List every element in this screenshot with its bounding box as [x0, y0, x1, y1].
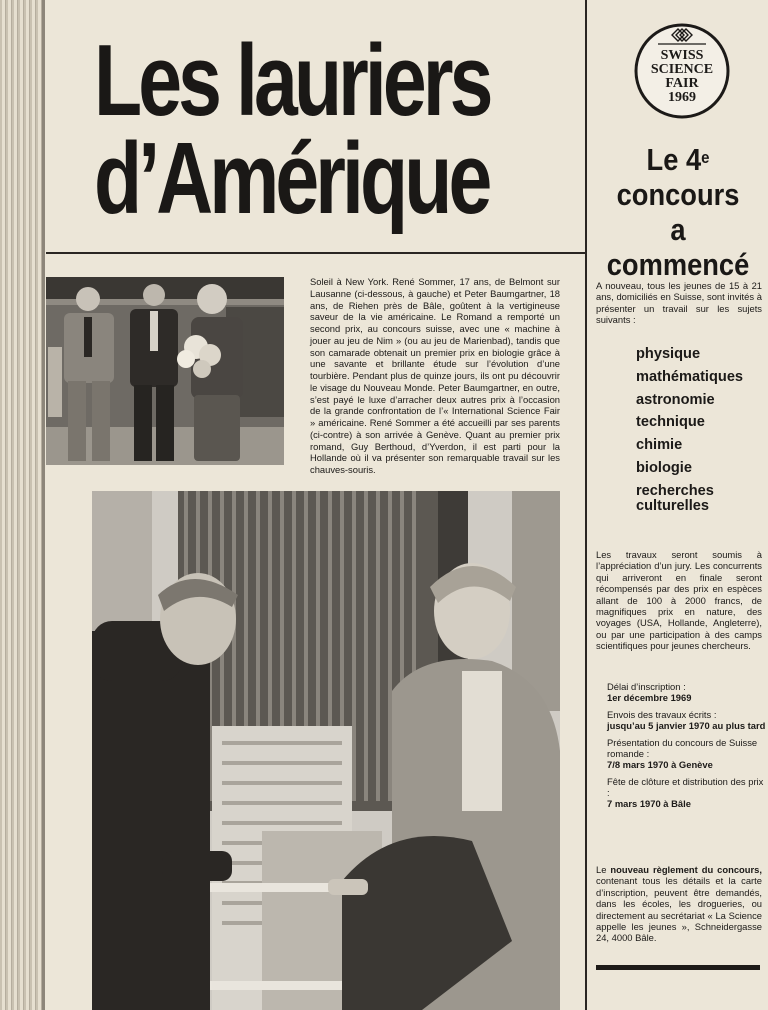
rules-bold: nouveau règlement du concours,	[610, 864, 762, 875]
dates-block	[607, 681, 768, 815]
date-item	[607, 709, 768, 731]
page-edge	[42, 0, 45, 1010]
headline-rule	[46, 252, 586, 254]
badge-year: 1969	[668, 90, 696, 105]
date-label: Envois des travaux écrits :	[607, 709, 717, 720]
sidebar-title-line-3: a commencé	[606, 212, 750, 282]
column-divider	[585, 0, 587, 1010]
jury-paragraph: Les travaux seront soumis à l’appréciation d’un jury. Les concurrents qui arriveront en finale seront récompensés par des prix en espèces allant de 100 à 2000 francs, de magnifiques prix en nature, des voyages (USA, Hollande, Angleterre), ou par une participation à des camps scientifiques pour jeunes chercheurs.	[596, 549, 762, 652]
date-label: Présentation du concours de Suisse romande :	[607, 737, 758, 759]
title-line-2: d’Amérique	[94, 123, 489, 235]
badge-line-3: FAIR	[665, 76, 699, 91]
rules-rest: contenant tous les détails et la carte d’inscription, peuvent être demandés, dans les écoles, les drogueries, ou directement au secrétariat « La Science appelle les jeunes », Schneidergasse 24, 4000 Bâle.	[596, 875, 762, 944]
rules-paragraph	[596, 864, 762, 944]
subject-item: biologie	[636, 459, 692, 476]
subject-item: mathématiques	[636, 368, 744, 385]
date-value: 7 mars 1970 à Bâle	[607, 798, 691, 809]
subject-list	[636, 347, 768, 522]
date-item	[607, 681, 768, 703]
badge-line-2: SCIENCE	[650, 62, 714, 77]
date-label: Délai d’inscription :	[607, 681, 686, 692]
subject-item: chimie	[636, 437, 683, 454]
subject-item: technique	[636, 414, 705, 431]
sidebar-title	[599, 142, 757, 282]
subject-item: astronomie	[636, 391, 715, 408]
swiss-science-fair-logo	[632, 22, 732, 120]
date-item	[607, 737, 768, 770]
badge-line-1: SWISS	[660, 48, 704, 63]
photo-laureates-new-york	[92, 491, 560, 1010]
intro-paragraph: Soleil à New York. René Sommer, 17 ans, de Belmont sur Lausanne (ci-dessous, à gauche) et Peter Baumgartner, 18 ans, de Riehen près de Bâle, goûtent à la vertigineuse saveur de la vie américaine. Le Romand a remporté un second prix, au concours suisse, avec une « machine à jouer au jeu de Nim » (ou au jeu de Marienbad), tandis que son camarade obtenait un premier prix en biologie grâce à une savante et brillante étude sur l’évolution d’une tourbière. Pendant plus de quinze jours, ils ont pu découvrir le visage du Nouveau Monde. Peter Baumgartner, en outre, s’est payé le luxe d’arracher deux autres prix à l’occasion de la grande confrontation de l’« International Science Fair » américaine. René Sommer a été accueilli par ses parents (ci-contre) à son arrivée à Genève. Quant au premier prix romand, Guy Berthoud, d’Yverdon, il est parti pour la Hollande où il va présenter son remarquable travail sur les chauves-souris.	[310, 276, 560, 475]
date-label: Fête de clôture et distribution des prix :	[607, 776, 764, 798]
subject-item: physique	[636, 346, 701, 362]
sidebar-title-le: Le 4	[646, 142, 702, 177]
sidebar-title-line-2: concours	[616, 177, 740, 212]
sidebar-title-sup: e	[701, 148, 710, 167]
date-value: jusqu’au 5 janvier 1970 au plus tard	[607, 720, 766, 731]
subject-item: recherches culturelles	[636, 482, 714, 515]
date-value: 7/8 mars 1970 à Genève	[607, 759, 713, 770]
sidebar-intro: A nouveau, tous les jeunes de 15 à 21 ans, domiciliés en Suisse, sont invités à présenter un travail sur les sujets suivants :	[596, 280, 762, 326]
closing-rule	[596, 965, 760, 970]
date-item	[607, 776, 768, 809]
binding-spine	[0, 0, 44, 1010]
rules-pre: Le	[596, 864, 611, 875]
page-title	[94, 25, 490, 235]
photo-parents-welcome	[46, 277, 284, 465]
title-line-1: Les lauriers	[94, 25, 490, 137]
date-value: 1er décembre 1969	[607, 692, 692, 703]
